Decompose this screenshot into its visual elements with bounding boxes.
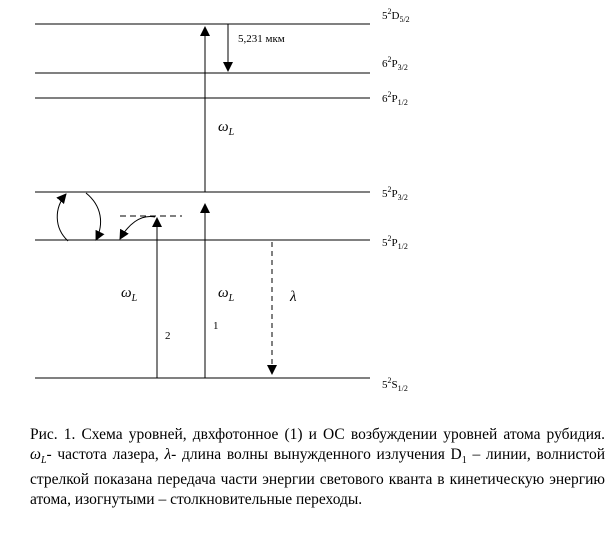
label-5s12: $5^2S_{1/2}$ <box>382 376 408 393</box>
caption-lambda-symbol: λ <box>164 445 172 463</box>
path1-number: 1 <box>213 320 219 332</box>
ir-wavelength-label: 5,231 мкм <box>238 33 285 45</box>
collision-arrow-down <box>86 193 101 240</box>
label-5p32: $5^2P_{3/2}$ <box>382 185 408 202</box>
caption-part1: Рис. 1. Схема уровней, двхфотонное (1) и ОС возбуждении уровней атома рубидия. <box>30 426 605 443</box>
omega-label-upper: $\omega_L$ <box>218 119 235 138</box>
caption-part4: – линии, волнистой стрелкой показана передача части энергии светового кванта в кинетическую энергию атома, изогнутыми – столкновительные переходы. <box>30 445 605 508</box>
caption-part2: - частота лазера, <box>46 445 165 463</box>
label-6p12: $6^2P_{1/2}$ <box>382 90 408 107</box>
label-6p32: $6^2P_{3/2}$ <box>382 55 408 72</box>
lambda-label: λ <box>290 289 297 305</box>
collision-arrow-up <box>57 194 68 241</box>
label-5d52: $5^2D_{5/2}$ <box>382 7 410 24</box>
caption-part3: - длина волны вынужденного излучения D <box>171 445 462 463</box>
caption-omega-sub: L <box>40 454 47 466</box>
omega-label-path2: $\omega_L$ <box>121 285 138 304</box>
caption-omega-symbol: ω <box>30 445 41 463</box>
label-5p12: $5^2P_{1/2}$ <box>382 234 408 251</box>
figure-caption <box>30 425 605 509</box>
caption-d-sub: 1 <box>461 454 467 466</box>
omega-label-path1: $\omega_L$ <box>218 285 235 304</box>
energy-transfer-arrow <box>120 217 155 239</box>
path2-number: 2 <box>165 330 171 342</box>
